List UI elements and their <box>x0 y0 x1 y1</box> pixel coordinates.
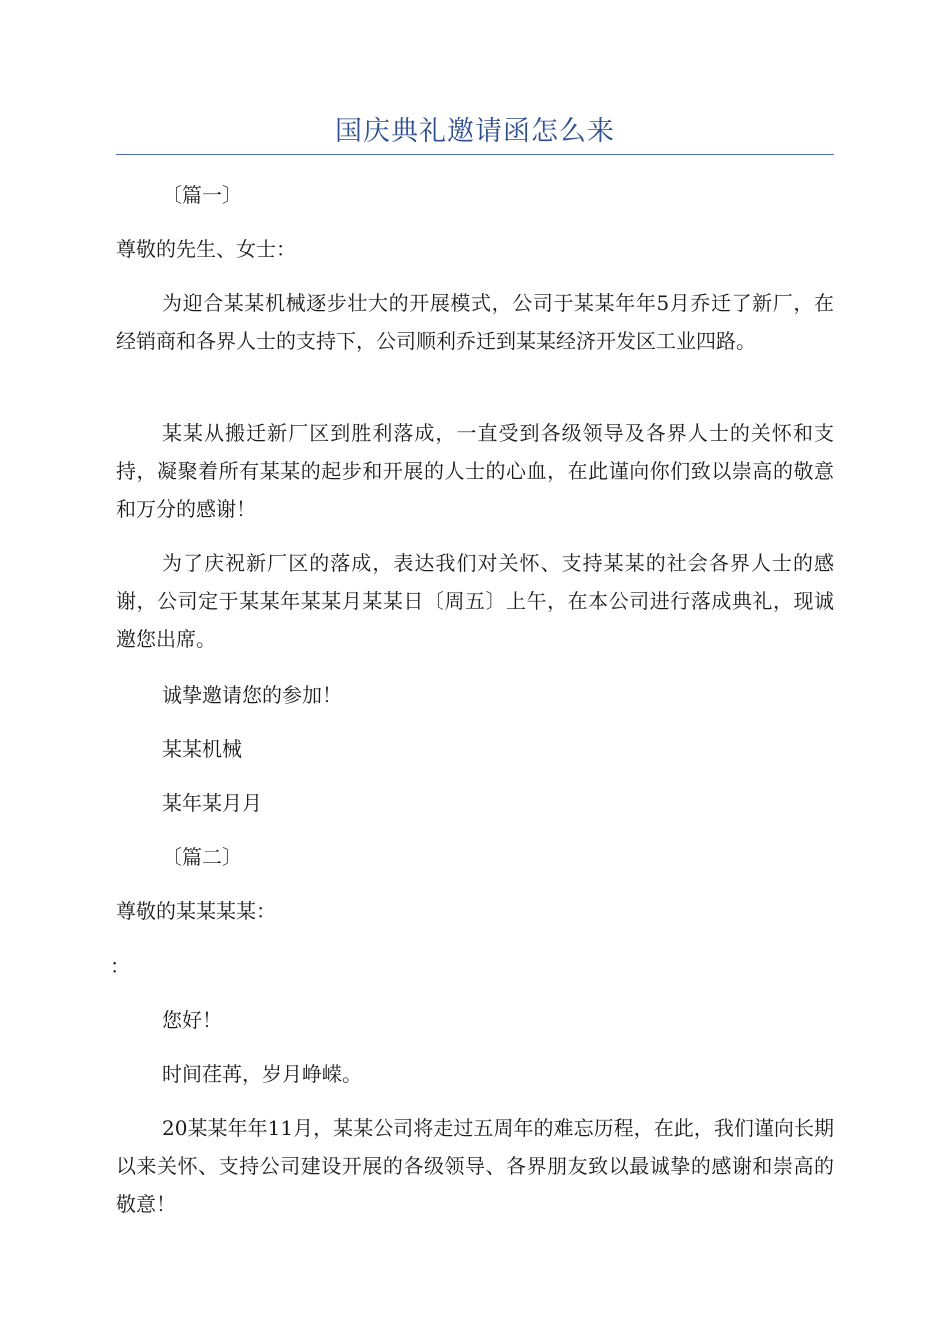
document-title: 国庆典礼邀请函怎么来 <box>335 116 615 147</box>
part2-label: 〔篇二〕 <box>162 845 242 869</box>
part2-line-1: 时间荏苒，岁月峥嵘。 <box>162 1062 362 1086</box>
part1-invite: 诚挚邀请您的参加！ <box>162 683 342 707</box>
part1-signature: 某某机械 <box>162 737 242 761</box>
part1-salutation: 尊敬的先生、女士： <box>116 237 296 261</box>
title-underline <box>116 154 834 155</box>
part2-greeting: 您好！ <box>162 1008 222 1032</box>
part2-paragraph-1: 20某某年年11月，某某公司将走过五周年的难忘历程，在此，我们谨向长期以来关怀、支持公司建设开展的各级领导、各界朋友致以最诚挚的感谢和崇高的敬意！ <box>116 1116 834 1216</box>
part1-label: 〔篇一〕 <box>162 183 242 207</box>
part2-colon: ： <box>110 954 130 978</box>
part1-paragraph-3: 为了庆祝新厂区的落成，表达我们对关怀、支持某某的社会各界人士的感谢，公司定于某某年某某月某某日〔周五〕上午，在本公司进行落成典礼，现诚邀您出席。 <box>116 551 834 651</box>
part1-date: 某年某月月 <box>162 791 262 815</box>
part2-salutation: 尊敬的某某某某： <box>116 899 276 923</box>
part1-paragraph-2: 某某从搬迁新厂区到胜利落成，一直受到各级领导及各界人士的关怀和支持，凝聚着所有某某的起步和开展的人士的心血，在此谨向你们致以崇高的敬意和万分的感谢！ <box>116 421 834 521</box>
part1-paragraph-1: 为迎合某某机械逐步壮大的开展模式，公司于某某年年5月乔迁了新厂，在经销商和各界人士的支持下，公司顺利乔迁到某某经济开发区工业四路。 <box>116 291 834 353</box>
